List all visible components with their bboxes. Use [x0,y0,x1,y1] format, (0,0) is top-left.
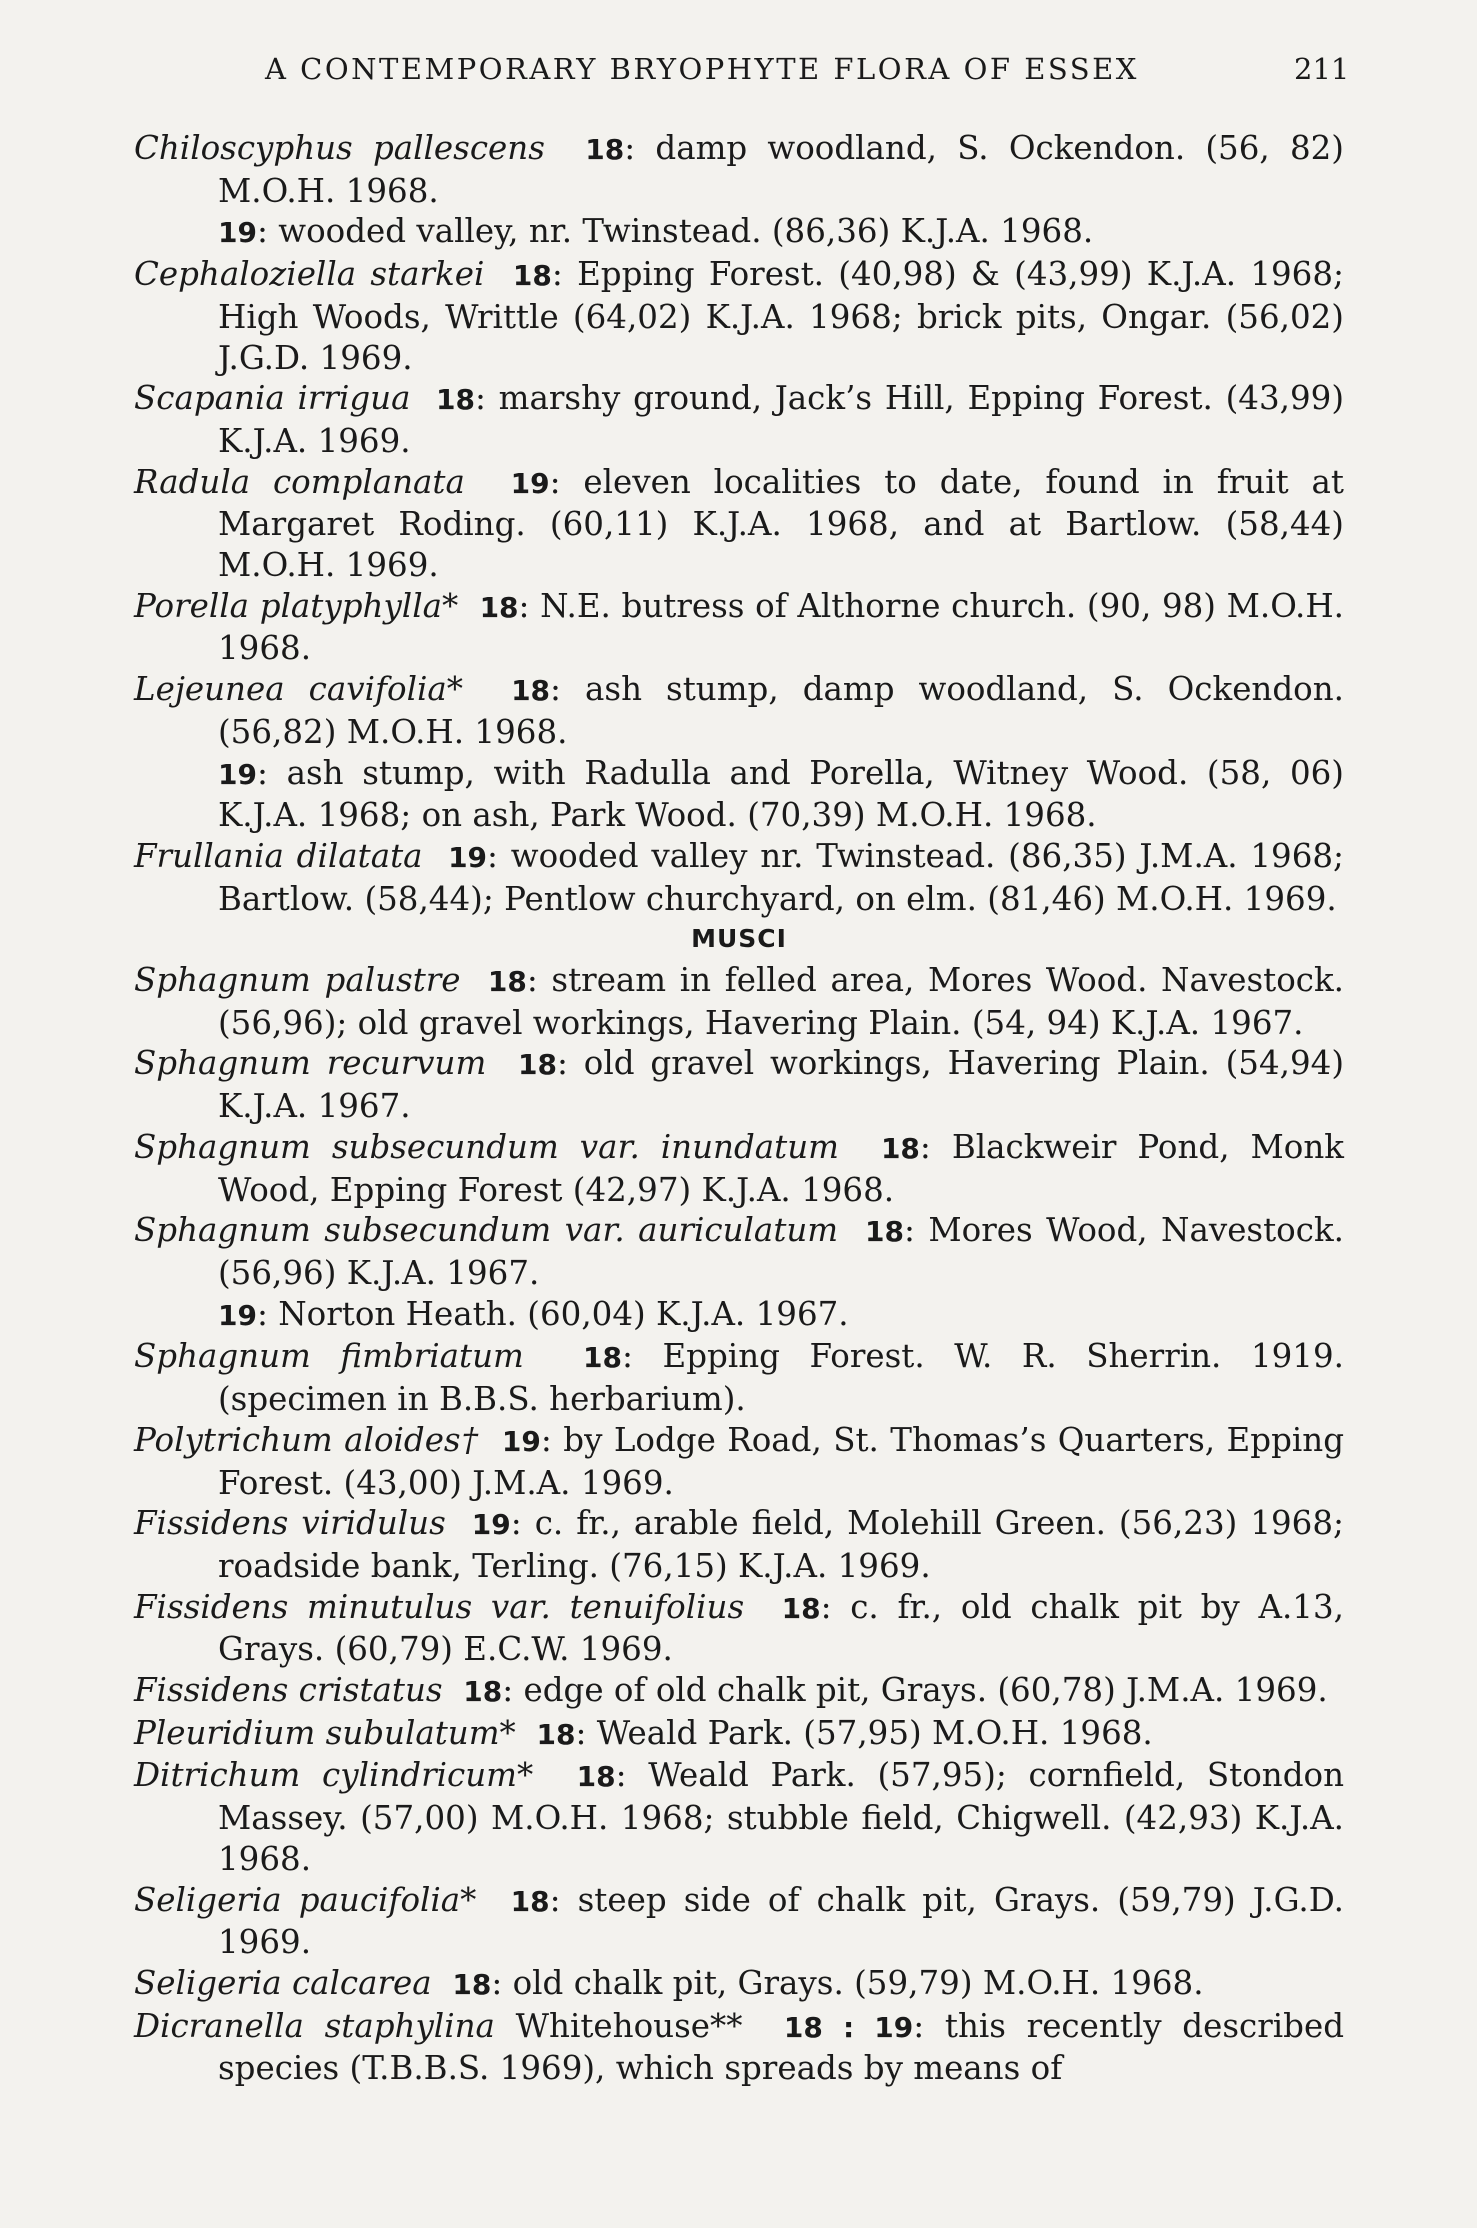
text-body [134,128,1344,2089]
species-entry [134,1336,1344,1419]
species-entry [134,1963,1344,2006]
species-entry [134,1043,1344,1126]
vice-county-number: 18 [518,1048,557,1082]
taxon-name: Sphagnum recurvum [134,1044,487,1083]
taxon-name: Frullania dilatata [134,836,423,875]
species-entry [134,378,1344,461]
vice-county-number: 18 [536,1717,576,1751]
vice-county-number: 18 : 19 [783,2010,914,2044]
entry-text: : wooded valley, nr. Twinstead. (86,36) K.J.A. 1968. [256,212,1094,251]
taxon-name: Cephaloziella starkei [134,255,485,294]
species-entry [134,960,1344,1043]
taxon-name: Scapania irrigua [134,379,411,418]
entry-text: : Weald Park. (57,95); cornfield, Stondon Massey. (57,00) M.O.H. 1968; stubble field, Chigwell. (42,93) K.J.A. 1968. [218,1756,1344,1878]
species-entry [134,1210,1344,1293]
taxon-name: Chiloscyphus pallescens [134,129,545,167]
species-entry [134,1880,1344,1963]
vice-county-number: 18 [576,1760,616,1794]
vice-county-number: 19 [218,757,257,791]
entry-text: : edge of old chalk pit, Grays. (60,78) J.M.A. 1969. [502,1671,1328,1710]
species-entry [134,2006,1344,2089]
page-number: 211 [1294,52,1350,86]
entry-text: : Epping Forest. (40,98) & (43,99) K.J.A. 1968; High Woods, Writtle (64,02) K.J.A. 1968; brick pits, Ongar. (56,02) J.G.D. 1969. [218,255,1344,377]
vice-county-number: 18 [510,1884,550,1918]
species-entry [134,1420,1344,1503]
taxon-name: Ditrichum cylindricum* [134,1756,534,1795]
species-entry [134,1670,1344,1713]
entry-text: : steep side of chalk pit, Grays. (59,79) J.G.D. 1969. [218,1880,1344,1962]
taxon-name: Fissidens cristatus [134,1671,443,1710]
taxon-name: Fissidens minutulus var. tenuifolius [134,1587,745,1626]
taxon-name: Radula complanata [134,462,465,501]
entry-text: : damp woodland, S. Ockendon. (56, 82) M.O.H. 1968. [218,129,1344,210]
vice-county-number: 19 [218,1298,257,1332]
entry-text: : wooded valley nr. Twinstead. (86,35) J.M.A. 1968; Bartlow. (58,44); Pentlow churchyard, on elm. (81,46) M.O.H. 1969. [218,836,1345,918]
vice-county-number: 19 [510,466,550,500]
entry-text: : Mores Wood, Navestock. (56,96) K.J.A. 1967. [218,1211,1344,1292]
species-entry [134,1755,1344,1879]
entry-text: : old chalk pit, Grays. (59,79) M.O.H. 1968. [491,1963,1204,2002]
vice-county-number: 19 [501,1424,541,1458]
species-entry-continuation [134,211,1344,254]
taxon-name: Dicranella staphylina [134,2006,495,2045]
taxon-name: Lejeunea cavifolia* [134,670,463,709]
entry-text: : N.E. butress of Althorne church. (90, 98) M.O.H. 1968. [218,586,1344,668]
species-entry [134,1713,1344,1756]
vice-county-number: 18 [781,1591,821,1625]
species-entry [134,1127,1344,1210]
species-entry-continuation [134,1294,1344,1337]
vice-county-number: 19 [448,840,488,874]
species-entry [134,669,1344,752]
vice-county-number: 18 [512,259,552,293]
vice-county-number: 18 [582,1341,622,1375]
running-title: A CONTEMPORARY BRYOPHYTE FLORA OF ESSEX [265,52,1139,86]
entry-text: : Norton Heath. (60,04) K.J.A. 1967. [256,1294,849,1333]
vice-county-number: 18 [511,674,551,708]
entry-text: : by Lodge Road, St. Thomas’s Quarters, Epping Forest. (43,00) J.M.A. 1969. [218,1420,1345,1502]
entry-text: : Weald Park. (57,95) M.O.H. 1968. [575,1713,1153,1752]
taxon-name: Seligeria calcarea [134,1963,432,2002]
taxon-name: Fissidens viridulus [134,1504,446,1543]
entry-text: : eleven localities to date, found in fruit at Margaret Roding. (60,11) K.J.A. 1968, and at Bartlow. (58,44) M.O.H. 1969. [218,462,1344,585]
vice-county-number: 18 [880,1131,920,1165]
vice-county-number: 18 [435,383,475,417]
vice-county-number: 18 [585,133,625,166]
vice-county-number: 18 [479,590,519,624]
entry-text: : marshy ground, Jack’s Hill, Epping Forest. (43,99) K.J.A. 1969. [218,379,1345,460]
species-entry-continuation [134,753,1344,836]
entry-text: : stream in felled area, Mores Wood. Navestock. (56,96); old gravel workings, Havering Plain. (54, 94) K.J.A. 1967. [218,961,1344,1042]
taxon-name: Seligeria paucifolia* [134,1880,477,1919]
species-entry [134,254,1344,378]
entry-text: : this recently described species (T.B.B.S. 1969), which spreads by means of [218,2006,1344,2088]
entry-text: : c. fr., arable field, Molehill Green. (56,23) 1968; roadside bank, Terling. (76,15) K.J.A. 1969. [218,1504,1344,1585]
species-entry [134,128,1344,211]
authority: Whitehouse** [515,2006,743,2045]
vice-county-number: 18 [865,1215,904,1249]
section-heading: MUSCI [691,924,787,954]
vice-county-number: 18 [463,1675,503,1709]
entry-text: : c. fr., old chalk pit by A.13, Grays. (60,79) E.C.W. 1969. [218,1587,1344,1669]
taxon-name: Sphagnum subsecundum var. inundatum [134,1127,839,1166]
entry-text: : Epping Forest. W. R. Sherrin. 1919. (specimen in B.B.S. herbarium). [218,1337,1344,1419]
species-entry [134,462,1344,586]
entry-text: : Blackweir Pond, Monk Wood, Epping Forest (42,97) K.J.A. 1968. [218,1127,1344,1209]
species-entry [134,836,1344,919]
species-entry [134,1587,1344,1670]
vice-county-number: 19 [218,216,257,250]
taxon-name: Sphagnum subsecundum var. auriculatum [134,1211,839,1250]
taxon-name: Porella platyphylla* [134,586,459,625]
entry-text: : old gravel workings, Havering Plain. (54,94) K.J.A. 1967. [218,1044,1344,1126]
vice-county-number: 18 [487,965,527,999]
taxon-name: Polytrichum aloides† [134,1420,480,1459]
species-entry [134,1503,1344,1586]
taxon-name: Sphagnum fimbriatum [134,1337,524,1376]
vice-county-number: 18 [452,1967,492,2001]
vice-county-number: 19 [471,1508,511,1542]
entry-text: : ash stump, with Radulla and Porella, Witney Wood. (58, 06) K.J.A. 1968; on ash, Park Wood. (70,39) M.O.H. 1968. [218,753,1344,835]
taxon-name: Pleuridium subulatum* [134,1713,516,1752]
species-entry [134,586,1344,669]
taxon-name: Sphagnum palustre [134,961,461,1000]
entry-text: : ash stump, damp woodland, S. Ockendon. (56,82) M.O.H. 1968. [218,670,1344,751]
running-header [0,52,1477,100]
